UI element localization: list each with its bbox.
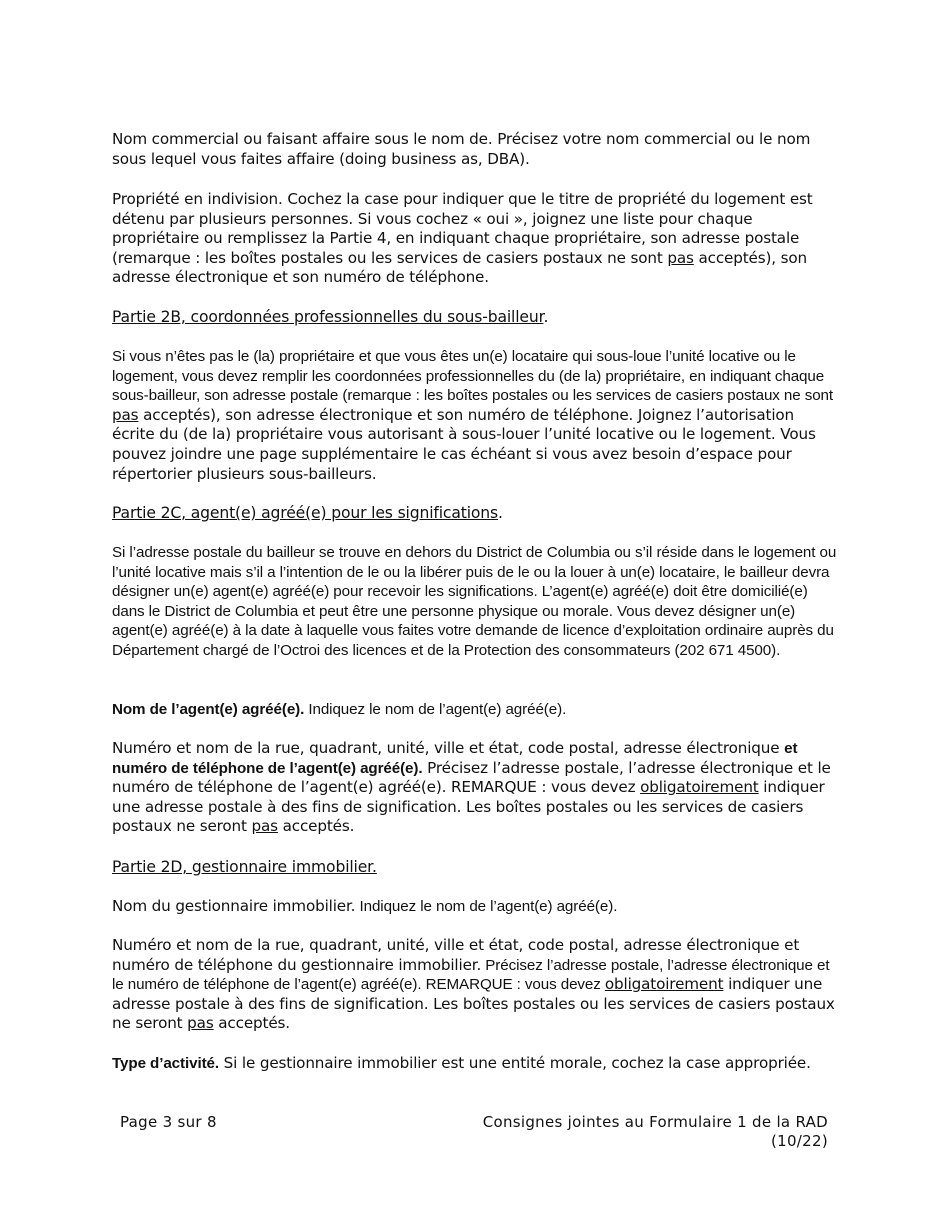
coownership-emph: pas bbox=[667, 248, 694, 267]
part-2c-text: Si l’adresse postale du bailleur se trouve en dehors du District de Columbia ou s’il réside dans le logement ou l’unité locative mais s’il a l’intention de le ou la libérer puis de le ou la louer à un(e) locataire, le bailleur devra désigner un(e) agent(e) agréé(e) pour recevoir les significations. L’agent(e) agréé(e) doit être domicilié(e) dans le District de Columbia et peut être une personne physique ou morale. Vous devez désigner un(e) agent(e) agréé(e) à la date à laquelle vous faites votre demande de licence d’exploitation ordinaire auprès du Département chargé de l’Octroi des licences et de la Protection des consommateurs (202 671 4500). bbox=[112, 544, 837, 659]
agent-name-term: Nom de l’agent(e) agréé(e). bbox=[112, 701, 305, 718]
dba-paragraph bbox=[112, 130, 838, 169]
manager-address-term: Numéro et nom de la rue, quadrant, unité, ville et état, code postal, adresse électronique et numéro de téléphone du gestionnaire immobilier. bbox=[112, 936, 800, 974]
page-number: Page 3 sur 8 bbox=[120, 1113, 217, 1131]
agent-address-emph-1: obligatoirement bbox=[640, 778, 759, 797]
manager-address-text-c: acceptés. bbox=[213, 1014, 290, 1033]
activity-type-term: Type d’activité. bbox=[112, 1055, 219, 1072]
agent-address-text-c: acceptés. bbox=[277, 817, 355, 836]
part-2b-emph: pas bbox=[112, 405, 139, 424]
agent-address-paragraph bbox=[112, 739, 838, 837]
part-2b-paragraph bbox=[112, 347, 838, 484]
form-date: (10/22) bbox=[770, 1132, 828, 1150]
part-2d-heading bbox=[112, 857, 377, 877]
manager-address-text-a: Précisez l’adresse postale, l’adresse électronique et le numéro de téléphone de l’agent(e) agréé(e). REMARQUE : vous devez bbox=[112, 956, 830, 994]
agent-name-text: Indiquez le nom de l’agent(e) agréé(e). bbox=[304, 701, 567, 718]
part-2b-text-b: acceptés), son adresse électronique et son numéro de téléphone. Joignez l’autorisation écrite du (de la) propriétaire vous autorisant à sous-louer l’unité locative ou le logement. Vous pouvez joindre une page supplémentaire le cas échéant si vous avez besoin d’espace pour répertorier plusieurs sous-bailleurs. bbox=[112, 405, 816, 483]
coownership-paragraph bbox=[112, 190, 838, 288]
dba-term: Nom commercial ou faisant affaire sous le nom de. bbox=[112, 130, 493, 148]
manager-address-emph-1: obligatoirement bbox=[604, 975, 724, 994]
part-2b-heading-end: . bbox=[543, 308, 549, 326]
part-2c-heading bbox=[112, 503, 503, 523]
agent-address-text-b: indiquer une adresse postale à des fins de signification. Les boîtes postales ou les services de casiers postaux ne seront bbox=[112, 778, 825, 836]
agent-name-paragraph bbox=[112, 700, 566, 720]
manager-address-text-b: indiquer une adresse postale à des fins de signification. Les boîtes postales ou les services de casiers postaux ne seront bbox=[112, 975, 835, 1033]
agent-address-text-a: Précisez l’adresse postale, l’adresse électronique et le numéro de téléphone de l’agent(e) agréé(e). REMARQUE : vous devez bbox=[112, 758, 831, 797]
manager-address-paragraph bbox=[112, 936, 838, 1034]
activity-type-text: Si le gestionnaire immobilier est une entité morale, cochez la case appropriée. bbox=[219, 1054, 811, 1072]
part-2c-paragraph bbox=[112, 543, 838, 661]
agent-address-term-a: Numéro et nom de la rue, quadrant, unité, ville et état, code postal, adresse électronique bbox=[112, 739, 785, 757]
part-2b-text-a: Si vous n’êtes pas le (la) propriétaire et que vous êtes un(e) locataire qui sous-loue l’unité locative ou le logement, vous devez remplir les coordonnées professionnelles du (de la) propriétaire, en indiquant chaque sous-bailleur, son adresse postale (remarque : les boîtes postales ou les services de casiers postaux ne sont bbox=[112, 348, 834, 405]
coownership-text-b: acceptés), son adresse électronique et son numéro de téléphone. bbox=[112, 248, 807, 287]
manager-address-emph-2: pas bbox=[187, 1014, 214, 1033]
manager-name-paragraph bbox=[112, 897, 617, 917]
dba-text: Précisez votre nom commercial ou le nom sous lequel vous faites affaire (doing business as, DBA). bbox=[112, 130, 811, 168]
part-2c-heading-end: . bbox=[498, 504, 503, 522]
form-footer bbox=[483, 1113, 828, 1151]
part-2d-heading-text: Partie 2D, gestionnaire immobilier. bbox=[112, 858, 377, 876]
form-title: Consignes jointes au Formulaire 1 de la RAD bbox=[482, 1113, 828, 1131]
coownership-text-a: Cochez la case pour indiquer que le titre de propriété du logement est détenu par plusieurs personnes. Si vous cochez « oui », joignez une liste pour chaque propriétaire ou remplissez la Partie 4, en indiquant chaque propriétaire, son adresse postale (remarque : les boîtes postales ou les services de casiers postaux ne sont bbox=[112, 190, 813, 267]
manager-name-term: Nom du gestionnaire immobilier. bbox=[112, 897, 356, 915]
coownership-term: Propriété en indivision. bbox=[112, 190, 283, 208]
part-2c-heading-text: Partie 2C, agent(e) agréé(e) pour les significations bbox=[112, 504, 498, 522]
part-2b-heading bbox=[112, 307, 548, 327]
agent-address-term-b: et numéro de téléphone de l’agent(e) agréé(e). bbox=[112, 740, 798, 777]
part-2b-heading-text: Partie 2B, coordonnées professionnelles du sous-bailleur bbox=[112, 308, 544, 326]
manager-name-text: Indiquez le nom de l’agent(e) agréé(e). bbox=[355, 898, 618, 915]
agent-address-emph-2: pas bbox=[251, 817, 278, 836]
activity-type-paragraph bbox=[112, 1054, 811, 1074]
